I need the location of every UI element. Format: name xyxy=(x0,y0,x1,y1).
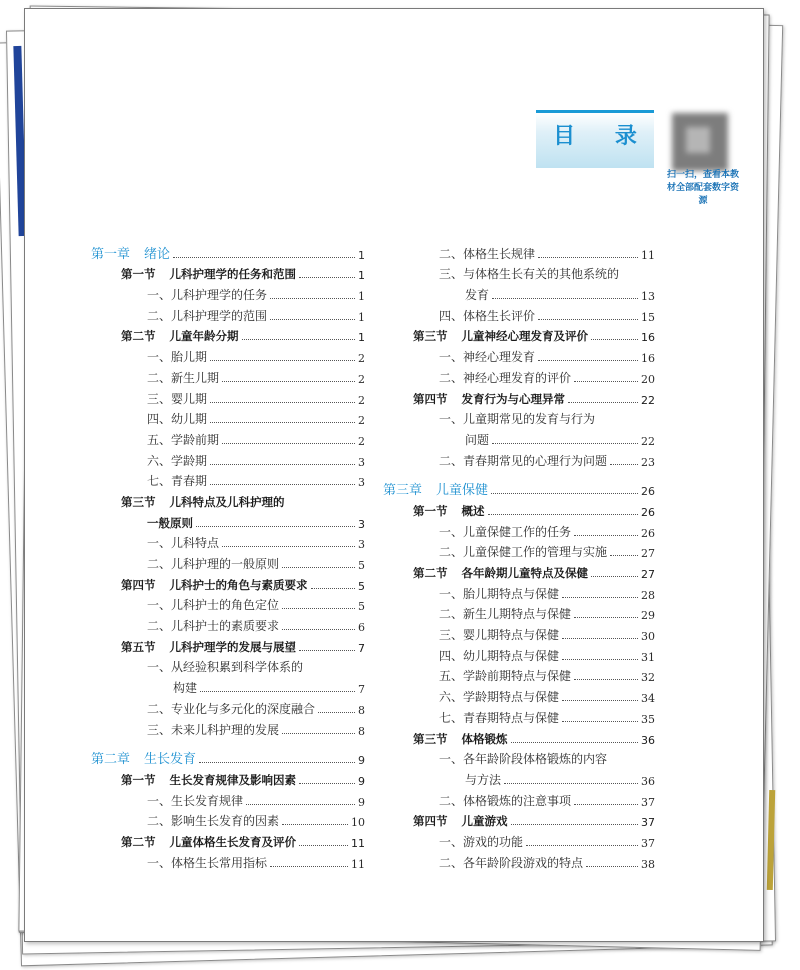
subsection-title: 二、体格锻炼的注意事项 xyxy=(439,793,572,808)
page-number: 1 xyxy=(358,331,365,345)
toc-right-column xyxy=(383,241,655,871)
toc-left-column xyxy=(91,241,365,871)
subsection-title: 二、儿科护理学的范围 xyxy=(147,308,268,323)
dot-leader xyxy=(562,700,638,701)
subsection-continuation-title: 问题 xyxy=(465,432,490,447)
chapter-title: 绪论 xyxy=(144,246,171,262)
dot-leader xyxy=(491,493,638,494)
page-number: 2 xyxy=(358,352,365,366)
section-title: 儿童神经心理发育及评价 xyxy=(461,329,588,344)
subsection-entry[interactable] xyxy=(91,551,365,572)
subsection-entry[interactable] xyxy=(91,282,365,303)
page-number: 2 xyxy=(358,372,365,386)
dot-leader xyxy=(526,845,638,846)
dot-leader xyxy=(200,691,355,692)
dot-leader xyxy=(591,576,638,577)
dot-leader xyxy=(488,514,639,515)
section-number: 第四节 xyxy=(121,577,156,592)
subsection-title: 三、未来儿科护理的发展 xyxy=(147,722,280,737)
dot-leader xyxy=(538,360,638,361)
subsection-title: 二、影响生长发育的因素 xyxy=(147,814,280,829)
subsection-title: 四、幼儿期 xyxy=(147,412,208,427)
subsection-title: 一、儿童期常见的发育与行为 xyxy=(439,412,596,427)
subsection-title: 五、学龄前期特点与保健 xyxy=(439,669,572,684)
subsection-title: 二、青春期常见的心理行为问题 xyxy=(439,453,608,468)
dot-leader xyxy=(282,629,355,630)
page-number: 27 xyxy=(641,568,655,581)
page-number: 3 xyxy=(358,517,365,531)
subsection-entry[interactable] xyxy=(383,829,655,850)
subsection-title: 二、体格生长规律 xyxy=(439,246,536,261)
section-title: 儿科护士的角色与素质要求 xyxy=(169,577,308,592)
dot-leader xyxy=(511,742,639,743)
subsection-title: 二、专业化与多元化的深度融合 xyxy=(147,701,316,716)
subsection-title: 七、青春期特点与保健 xyxy=(439,710,560,725)
page-number: 30 xyxy=(641,630,655,644)
dot-leader xyxy=(299,783,355,784)
section-entry[interactable] xyxy=(91,767,365,788)
section-title: 发育行为与心理异常 xyxy=(461,391,565,406)
section-entry[interactable] xyxy=(383,809,655,830)
subsection-entry[interactable] xyxy=(91,344,365,365)
page-number: 23 xyxy=(641,455,655,469)
page-number: 1 xyxy=(358,310,365,324)
dot-leader xyxy=(270,298,355,299)
section-entry[interactable] xyxy=(91,829,365,850)
dot-leader xyxy=(210,422,355,423)
subsection-entry[interactable] xyxy=(383,602,655,623)
page-number: 26 xyxy=(641,505,655,519)
subsection-title: 五、学龄前期 xyxy=(147,432,220,447)
section-continuation-title: 一般原则 xyxy=(147,515,193,530)
dot-leader xyxy=(568,402,638,403)
dot-leader xyxy=(574,617,638,618)
toc-banner xyxy=(536,110,654,168)
subsection-continuation-title: 构建 xyxy=(173,681,198,696)
dot-leader xyxy=(222,546,355,547)
section-entry[interactable] xyxy=(383,560,655,581)
page-number: 16 xyxy=(641,352,655,366)
section-entry[interactable] xyxy=(383,324,655,345)
subsection-title: 二、神经心理发育的评价 xyxy=(439,370,572,385)
subsection-title: 三、婴儿期 xyxy=(147,391,208,406)
dot-leader xyxy=(511,824,639,825)
chapter-number: 第三章 xyxy=(383,483,423,499)
subsection-entry[interactable] xyxy=(383,519,655,540)
dot-leader xyxy=(299,277,355,278)
subsection-title: 一、儿科护士的角色定位 xyxy=(147,598,280,613)
subsection-entry[interactable] xyxy=(91,655,365,676)
section-number: 第一节 xyxy=(121,267,156,282)
subsection-entry[interactable] xyxy=(383,241,655,262)
dot-leader xyxy=(210,484,355,485)
dot-leader xyxy=(299,845,348,846)
subsection-entry[interactable] xyxy=(383,448,655,469)
subsection-title: 六、学龄期特点与保健 xyxy=(439,690,560,705)
dot-leader xyxy=(311,588,356,589)
subsection-continuation-title: 发育 xyxy=(465,288,490,303)
page-number: 1 xyxy=(358,269,365,283)
section-entry[interactable] xyxy=(91,324,365,345)
page-number: 36 xyxy=(641,774,655,788)
subsection-entry[interactable] xyxy=(383,344,655,365)
dot-leader xyxy=(318,712,355,713)
page-number: 28 xyxy=(641,588,655,602)
page-number: 29 xyxy=(641,609,655,623)
subsection-entry[interactable] xyxy=(91,469,365,490)
chapter-title: 儿童保健 xyxy=(436,483,489,499)
dot-leader xyxy=(574,804,638,805)
page-number: 7 xyxy=(358,683,365,697)
subsection-title: 二、各年龄阶段游戏的特点 xyxy=(439,855,584,870)
subsection-entry[interactable] xyxy=(91,809,365,830)
section-entry[interactable] xyxy=(91,634,365,655)
subsection-entry[interactable] xyxy=(383,303,655,324)
subsection-title: 一、各年龄阶段体格锻炼的内容 xyxy=(439,752,608,767)
toc-title: 目 录 xyxy=(553,123,653,149)
page-number: 2 xyxy=(358,434,365,448)
page-number: 35 xyxy=(641,712,655,726)
section-gap xyxy=(383,469,655,478)
dot-leader xyxy=(210,402,355,403)
subsection-title: 一、胎儿期 xyxy=(147,350,208,365)
dot-leader xyxy=(199,762,355,763)
subsection-title: 二、儿科护理的一般原则 xyxy=(147,557,280,571)
page-number: 9 xyxy=(358,754,365,768)
section-entry[interactable] xyxy=(91,572,365,593)
page-number: 8 xyxy=(358,724,365,738)
section-number: 第三节 xyxy=(121,494,156,509)
section-title: 儿童游戏 xyxy=(461,814,508,829)
dot-leader xyxy=(282,608,355,609)
page-number: 20 xyxy=(641,372,655,386)
dot-leader xyxy=(196,526,355,527)
dot-leader xyxy=(562,597,638,598)
dot-leader xyxy=(299,650,355,651)
section-entry[interactable] xyxy=(383,726,655,747)
page-number: 2 xyxy=(358,414,365,428)
section-number: 第五节 xyxy=(121,639,156,654)
chapter-entry[interactable] xyxy=(91,241,365,262)
page-number: 27 xyxy=(641,547,655,561)
section-entry[interactable] xyxy=(91,262,365,283)
dot-leader xyxy=(591,339,638,340)
page-number: 6 xyxy=(358,621,365,635)
dot-leader xyxy=(282,733,355,734)
page-number: 3 xyxy=(358,476,365,490)
section-continuation-entry[interactable] xyxy=(91,510,365,531)
subsection-title: 一、游戏的功能 xyxy=(439,834,524,849)
subsection-entry[interactable] xyxy=(91,850,365,871)
dot-leader xyxy=(492,443,638,444)
section-title: 概述 xyxy=(461,503,485,518)
subsection-entry[interactable] xyxy=(383,581,655,602)
subsection-title: 四、幼儿期特点与保健 xyxy=(439,648,560,663)
section-title: 儿童体格生长发育及评价 xyxy=(169,834,296,849)
page-number: 3 xyxy=(358,455,365,469)
dot-leader xyxy=(222,381,355,382)
subsection-continuation-entry[interactable] xyxy=(383,427,655,448)
page-number: 22 xyxy=(641,393,655,407)
dot-leader xyxy=(270,866,348,867)
dot-leader xyxy=(574,679,638,680)
section-number: 第四节 xyxy=(413,814,448,829)
dot-leader xyxy=(222,443,355,444)
subsection-title: 二、新生儿期特点与保健 xyxy=(439,607,572,622)
subsection-entry[interactable] xyxy=(91,386,365,407)
dot-leader xyxy=(492,298,638,299)
page-number: 9 xyxy=(358,774,365,788)
page-number: 2 xyxy=(358,393,365,407)
dot-leader xyxy=(562,659,638,660)
page-number: 1 xyxy=(358,290,365,304)
subsection-entry[interactable] xyxy=(383,705,655,726)
chapter-number: 第一章 xyxy=(91,246,131,262)
dot-leader xyxy=(538,319,638,320)
qr-code-icon xyxy=(672,113,728,171)
page-number: 11 xyxy=(641,248,655,262)
section-entry[interactable] xyxy=(383,386,655,407)
section-number: 第一节 xyxy=(413,503,448,518)
subsection-title: 三、婴儿期特点与保健 xyxy=(439,628,560,643)
dot-leader xyxy=(270,319,355,320)
chapter-entry[interactable] xyxy=(91,747,365,768)
page-number: 1 xyxy=(358,248,365,262)
subsection-continuation-title: 与方法 xyxy=(465,772,502,787)
subsection-title: 七、青春期 xyxy=(147,474,208,489)
subsection-title: 一、儿科护理学的任务 xyxy=(147,288,268,303)
dot-leader xyxy=(574,535,638,536)
subsection-entry[interactable] xyxy=(91,448,365,469)
dot-leader xyxy=(173,257,355,258)
dot-leader xyxy=(504,783,638,784)
section-title: 儿科特点及儿科护理的 xyxy=(169,494,285,509)
subsection-title: 一、儿科特点 xyxy=(147,536,220,551)
toc-page xyxy=(24,8,764,942)
subsection-entry[interactable] xyxy=(383,747,655,768)
subsection-title: 一、胎儿期特点与保健 xyxy=(439,586,560,601)
subsection-entry[interactable] xyxy=(383,365,655,386)
chapter-entry[interactable] xyxy=(383,478,655,499)
subsection-entry[interactable] xyxy=(91,613,365,634)
page-number: 37 xyxy=(641,816,655,830)
subsection-title: 一、体格生长常用指标 xyxy=(147,855,268,870)
subsection-entry[interactable] xyxy=(91,427,365,448)
page-number: 7 xyxy=(358,641,365,655)
page-number: 13 xyxy=(641,290,655,304)
dot-leader xyxy=(562,721,638,722)
section-number: 第二节 xyxy=(121,834,156,849)
dot-leader xyxy=(562,638,638,639)
page-number: 36 xyxy=(641,733,655,747)
subsection-title: 二、新生儿期 xyxy=(147,370,220,385)
section-title: 儿童年龄分期 xyxy=(169,329,239,344)
section-title: 体格锻炼 xyxy=(461,731,508,746)
subsection-entry[interactable] xyxy=(91,531,365,552)
dot-leader xyxy=(574,381,638,382)
page-number: 37 xyxy=(641,836,655,850)
subsection-entry[interactable] xyxy=(91,593,365,614)
section-number: 第二节 xyxy=(121,329,156,344)
dot-leader xyxy=(610,555,638,556)
page-number: 5 xyxy=(358,600,365,614)
subsection-entry[interactable] xyxy=(383,262,655,283)
dot-leader xyxy=(610,464,638,465)
subsection-continuation-entry[interactable] xyxy=(383,282,655,303)
section-title: 生长发育规律及影响因素 xyxy=(169,772,296,787)
subsection-title: 三、与体格生长有关的其他系统的 xyxy=(439,267,620,282)
section-gap xyxy=(91,738,365,747)
subsection-entry[interactable] xyxy=(383,664,655,685)
section-title: 各年龄期儿童特点及保健 xyxy=(461,566,588,580)
section-entry[interactable] xyxy=(383,498,655,519)
section-number: 第一节 xyxy=(121,772,156,787)
dot-leader xyxy=(210,464,355,465)
subsection-entry[interactable] xyxy=(91,717,365,738)
dot-leader xyxy=(242,339,356,340)
subsection-title: 二、儿科护士的素质要求 xyxy=(147,619,280,634)
page-number: 5 xyxy=(358,559,365,572)
page-number: 15 xyxy=(641,310,655,324)
section-number: 第二节 xyxy=(413,566,448,580)
subsection-entry[interactable] xyxy=(91,407,365,428)
page-number: 8 xyxy=(358,703,365,717)
subsection-continuation-entry[interactable] xyxy=(383,767,655,788)
page-number: 31 xyxy=(641,650,655,664)
subsection-entry[interactable] xyxy=(383,643,655,664)
subsection-entry[interactable] xyxy=(383,622,655,643)
page-number: 3 xyxy=(358,538,365,552)
page-number: 22 xyxy=(641,434,655,448)
subsection-entry[interactable] xyxy=(383,407,655,428)
dot-leader xyxy=(282,824,348,825)
page-number: 26 xyxy=(641,526,655,540)
subsection-title: 二、儿童保健工作的管理与实施 xyxy=(439,545,608,560)
dot-leader xyxy=(538,257,638,258)
subsection-title: 一、从经验积累到科学体系的 xyxy=(147,660,304,675)
dot-leader xyxy=(210,360,355,361)
section-number: 第三节 xyxy=(413,731,448,746)
chapter-number: 第二章 xyxy=(91,752,131,768)
page-number: 16 xyxy=(641,331,655,345)
subsection-title: 六、学龄期 xyxy=(147,453,208,468)
subsection-title: 一、神经心理发育 xyxy=(439,350,536,365)
page-number: 37 xyxy=(641,795,655,809)
section-number: 第三节 xyxy=(413,329,448,344)
page-number: 38 xyxy=(641,857,655,871)
section-entry[interactable] xyxy=(91,489,365,510)
page-number: 9 xyxy=(358,795,365,809)
page-number: 5 xyxy=(358,579,365,593)
subsection-entry[interactable] xyxy=(91,303,365,324)
subsection-continuation-entry[interactable] xyxy=(91,675,365,696)
page-number: 10 xyxy=(351,816,365,830)
section-title: 儿科护理学的发展与展望 xyxy=(169,639,296,654)
page-number: 32 xyxy=(641,671,655,685)
page-number: 11 xyxy=(351,836,365,850)
subsection-title: 一、儿童保健工作的任务 xyxy=(439,524,572,539)
dot-leader xyxy=(282,567,355,568)
subsection-title: 一、生长发育规律 xyxy=(147,793,244,808)
subsection-entry[interactable] xyxy=(91,696,365,717)
dot-leader xyxy=(246,804,355,805)
page-number: 26 xyxy=(641,485,655,499)
subsection-entry[interactable] xyxy=(91,788,365,809)
chapter-title: 生长发育 xyxy=(144,752,197,768)
page-number: 11 xyxy=(351,857,365,871)
section-number: 第四节 xyxy=(413,391,448,406)
subsection-entry[interactable] xyxy=(91,365,365,386)
dot-leader xyxy=(586,866,638,867)
subsection-entry[interactable] xyxy=(383,684,655,705)
subsection-entry[interactable] xyxy=(383,788,655,809)
section-title: 儿科护理学的任务和范围 xyxy=(169,267,296,282)
subsection-title: 四、体格生长评价 xyxy=(439,308,536,323)
page-number: 34 xyxy=(641,692,655,706)
subsection-entry[interactable] xyxy=(383,850,655,871)
subsection-entry[interactable] xyxy=(383,540,655,561)
qr-caption: 扫一扫，查看本教材全部配套数字资源 xyxy=(667,170,740,206)
